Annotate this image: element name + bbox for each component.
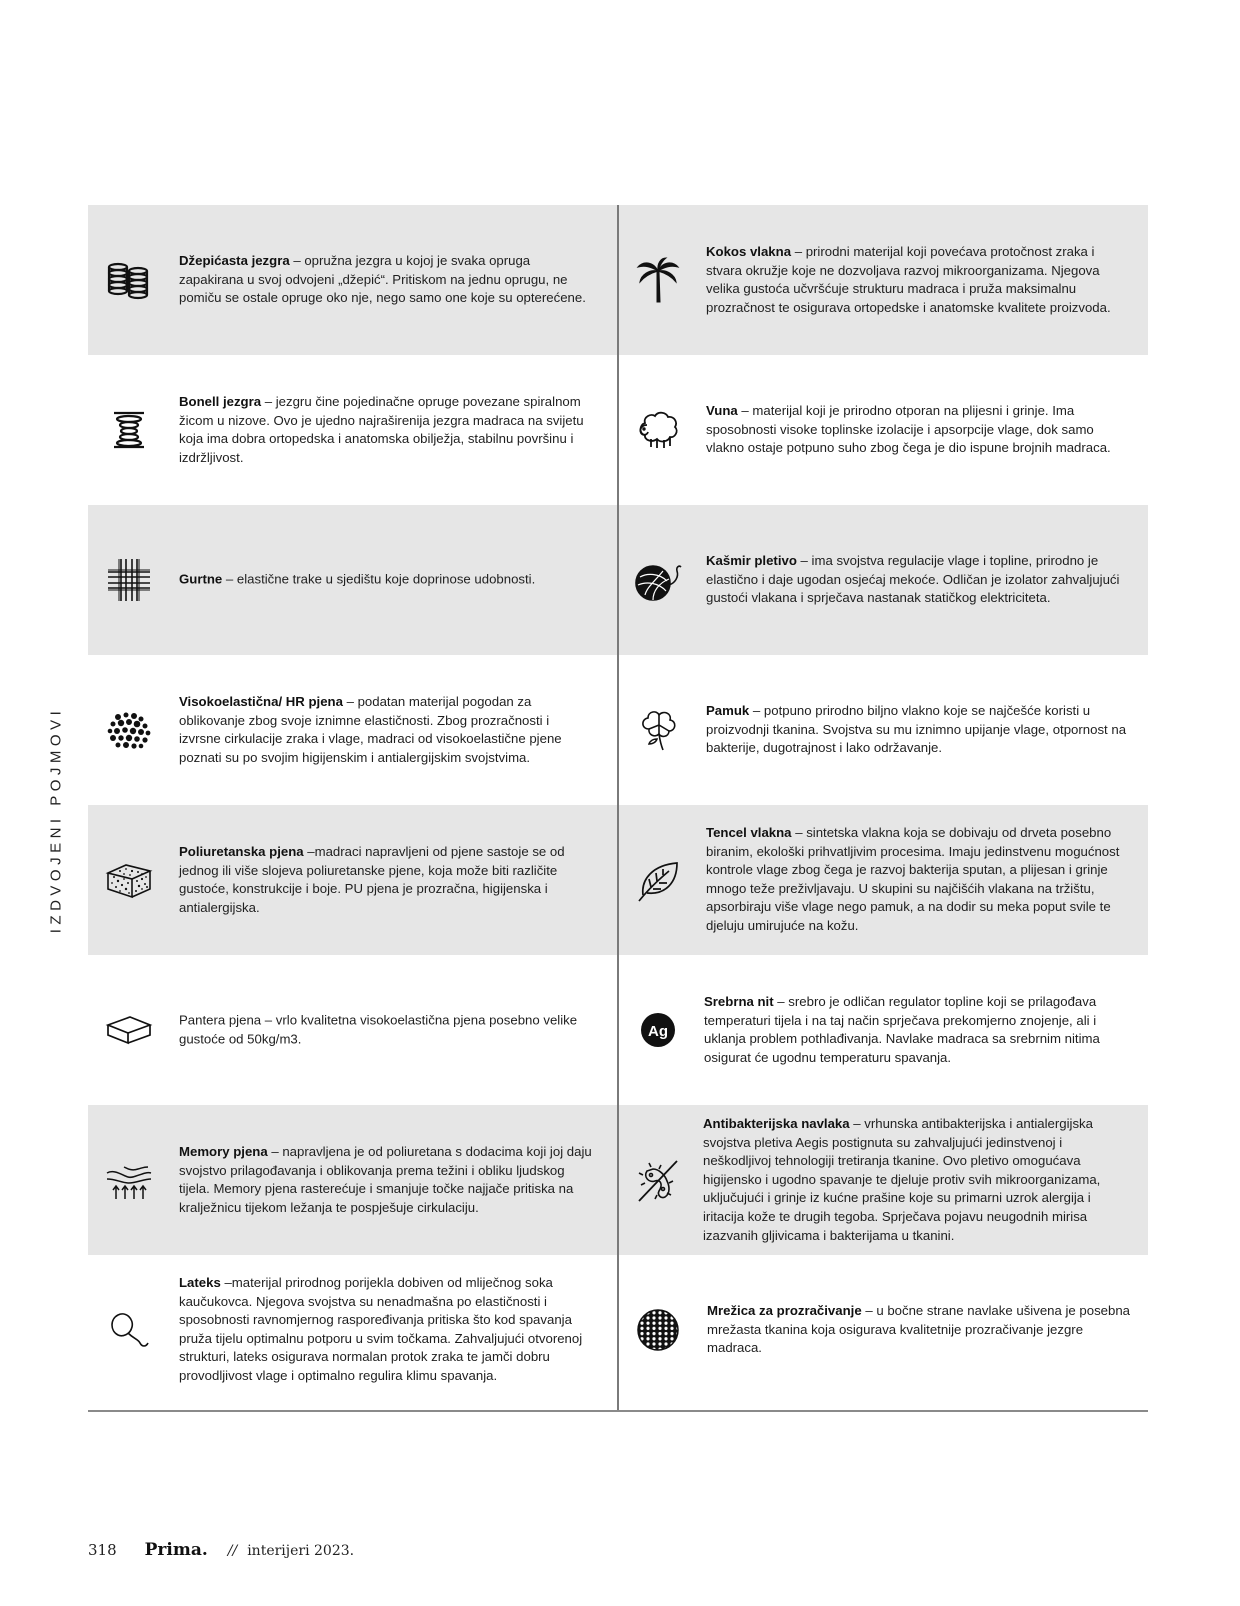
edition-label: interijeri 2023.	[247, 1543, 355, 1559]
glossary-text	[707, 1302, 1132, 1358]
glossary-text	[179, 571, 594, 590]
glossary-text	[703, 1115, 1128, 1245]
foam-block-icon	[102, 1003, 156, 1057]
glossary-text	[179, 1274, 594, 1386]
glossary-text	[179, 843, 594, 917]
yarn-ball-icon	[631, 553, 685, 607]
glossary-entry-bonell	[88, 355, 617, 505]
glossary-entry-latex	[88, 1255, 617, 1405]
glossary-description: – elastične trake u sjedištu koje doprinose udobnosti.	[222, 571, 536, 587]
leaf-icon	[631, 853, 685, 907]
silver-ag-icon	[631, 1003, 685, 1057]
glossary-text	[179, 252, 594, 308]
glossary-description: – ima svojstva regulacije vlage i topline, prirodno je elastično i daje ugodan osjećaj mekoće. Odličan je izolator zahvaljujući gustoći vlakana i sprječava nastanak statičkog elektriciteta.	[706, 553, 1120, 606]
memory-foam-icon	[102, 1153, 156, 1207]
glossary-description: – opružna jezgra u kojoj je svaka opruga zapakirana u svoj odvojeni „džepić“. Pritiskom na jednu oprugu, ne pomiču se ostale opruge oko nje, nego samo one koje su opterećene.	[179, 253, 586, 306]
glossary-term: Vuna	[706, 403, 738, 419]
glossary-term: Memory pjena	[179, 1143, 268, 1159]
glossary-description: –madraci napravljeni od pjene sastoje se od jednog ili više slojeva poliuretanske pjene, koja može biti različite gustoće, konstrukcije i boje. PU pjena je prozračna, higijenska i antialergijska.	[179, 843, 565, 915]
glossary-entry-cotton	[617, 655, 1148, 805]
glossary-text	[704, 993, 1129, 1067]
silver-ag-icon-label: Ag	[648, 1023, 668, 1040]
polyurethane-foam-icon	[102, 853, 156, 907]
palm-tree-icon	[631, 253, 685, 307]
webbing-icon	[102, 553, 156, 607]
glossary-entry-pocket-spring	[88, 205, 617, 355]
glossary-entry-antibacterial	[617, 1105, 1148, 1255]
mesh-ball-icon	[631, 1303, 685, 1357]
glossary-term: Antibakterijska navlaka	[703, 1115, 850, 1131]
glossary-term: Bonell jezgra	[179, 393, 262, 409]
glossary-text	[706, 243, 1131, 317]
pocket-spring-icon	[102, 253, 156, 307]
glossary-text	[179, 1011, 594, 1048]
bottom-rule	[88, 1410, 1148, 1412]
glossary-entry-silver-thread	[617, 955, 1148, 1105]
page-footer	[88, 1540, 354, 1564]
latex-drop-icon	[102, 1303, 156, 1357]
glossary-term: Lateks	[179, 1275, 221, 1291]
cotton-flower-icon	[631, 703, 685, 757]
glossary-description: – podatan materijal pogodan za oblikovanje zbog svoje iznimne elastičnosti. Zbog prozračnosti i izvrsne cirkulacije zraka i vlage, madraci od visokoelastične pjene poznati su po svojim higijenskim i antialergijskim svojstvima.	[179, 693, 562, 765]
side-section-label	[36, 690, 76, 950]
glossary-text	[706, 824, 1131, 936]
bonell-spring-icon	[102, 403, 156, 457]
glossary-term: Kašmir pletivo	[706, 553, 797, 569]
glossary-entry-webbing	[88, 505, 617, 655]
glossary-entry-ventilation-mesh	[617, 1255, 1148, 1405]
glossary-description: Pantera pjena – vrlo kvalitetna visokoelastična pjena posebno velike gustoće od 50kg/m3.	[179, 1012, 578, 1046]
antibacterial-icon	[631, 1153, 685, 1207]
glossary-description: – jezgru čine pojedinačne opruge povezane spiralnom žicom u nizove. Ovo je ujedno najraširenija jezgra madraca na svijetu koja ima dobra ortopedska i anatomska obilježja, stabilnu površinu i izdržljivost.	[179, 393, 584, 465]
glossary-description: – sintetska vlakna koja se dobivaju od drveta posebno biranim, ekološki prihvatljivim procesima. Imaju jedinstvenu mogućnost kontrole vlage zbog čega je razvoj bakterija sputan, a plijesan i grinje mnogo teže preživljavaju. U skupini su najčišćih vlakana na tržištu, apsorbiraju više vlage nego pamuk, a na dodir su meka poput svile te djeluju umirujuće na kožu.	[706, 825, 1120, 934]
glossary-term: Gurtne	[179, 571, 223, 587]
glossary-description: – materijal koji je prirodno otporan na plijesni i grinje. Ima sposobnosti visoke toplinske izolacije i apsorpcije vlage, dok samo vlakno ostaje potpuno suho zbog čega je dio ispune brojnih madraca.	[706, 403, 1111, 456]
glossary-text	[706, 402, 1131, 458]
glossary-term: Poliuretanska pjena	[179, 843, 304, 859]
glossary-entry-tencel	[617, 805, 1148, 955]
glossary-description: – napravljena je od poliuretana s dodacima koji joj daju svojstvo prilagođavanja i oblikovanja prema težini i obliku ljudskog tijela. Memory pjena rasterećuje i smanjuje točke najjače pritiska na kralježnicu tijekom ležanja te pospješuje cirkulaciju.	[179, 1143, 592, 1215]
glossary-entry-pantera-foam	[88, 955, 617, 1105]
glossary-term: Mrežica za prozračivanje	[707, 1303, 862, 1319]
glossary-description: –materijal prirodnog porijekla dobiven od mliječnog soka kaučukovca. Njegova svojstva su nenadmašna po elastičnosti i sposobnosti ravnomjernog raspoređivanja pritiska što kod spavanja pruža tijelu optimalnu potporu u svim točkama. Zahvaljujući otvorenoj strukturi, lateks osigurava normalan protok zraka te jamči dobru provodljivost vlage i optimalno regulira klimu spavanja.	[179, 1275, 583, 1384]
glossary-description: – prirodni materijal koji povećava protočnost zraka i stvara okružje koje ne dozvoljava razvoj mikroorganizama. Njegova velika gustoća učvršćuje strukturu madraca i pruža maksimalnu prozračnost te osigurava ortopedske i anatomske kvalitete proizvoda.	[706, 243, 1111, 315]
glossary-term: Visokoelastična/ HR pjena	[179, 693, 343, 709]
column-divider	[617, 205, 619, 1410]
glossary-entry-polyurethane	[88, 805, 617, 955]
glossary-entry-coconut-fibre	[617, 205, 1148, 355]
glossary-text	[179, 393, 594, 467]
footer-separator: //	[227, 1543, 238, 1559]
glossary-entry-wool	[617, 355, 1148, 505]
hr-foam-icon	[102, 703, 156, 757]
glossary-term: Srebrna nit	[704, 993, 774, 1009]
glossary-term: Kokos vlakna	[706, 243, 792, 259]
page-number: 318	[88, 1541, 117, 1559]
glossary-term: Pamuk	[706, 703, 750, 719]
glossary-entry-cashmere	[617, 505, 1148, 655]
glossary-description: – vrhunska antibakterijska i antialergijska svojstva pletiva Aegis postignuta su zahvaljujući jedinstvenoj i neškodljivoj tehnologiji tretiranja tkanine. Ovo pletivo omogućava higijensko i ugodno spavanje te djeluje protiv svih mikroorganizama, uključujući i grinje iz kućne prašine koje su primarni uzrok alergija i iritacija kože te drugih tegoba. Sprječava pojavu neugodnih mirisa izazvanih gljivicama i bakterijama u tkanini.	[703, 1115, 1101, 1243]
glossary-description: – u bočne strane navlake ušivena je posebna mrežasta tkanina koja osigurava kvalitetnije prozračivanje jezgre madraca.	[707, 1303, 1131, 1356]
glossary-term: Tencel vlakna	[706, 825, 792, 841]
glossary-term: Džepićasta jezgra	[179, 253, 290, 269]
brand-logo: Prima.	[144, 1540, 208, 1560]
glossary-description: – potpuno prirodno biljno vlakno koje se najčešće koristi u proizvodnji tkanina. Svojstva su mu iznimno upijanje vlage, otpornost na bakterije, dugotrajnost i lako održavanje.	[706, 703, 1127, 756]
glossary-entry-memory-foam	[88, 1105, 617, 1255]
glossary-description: – srebro je odličan regulator topline koji se prilagođava temperaturi tijela i na taj način sprječava prekomjerno znojenje, ali i uklanja problem pothlađivanja. Navlake madraca sa srebrnim nitima osigurat će ugodnu temperaturu spavanja.	[704, 993, 1100, 1065]
glossary-text	[179, 693, 594, 767]
glossary-text	[706, 552, 1131, 608]
sheep-icon	[631, 403, 685, 457]
glossary-text	[706, 702, 1131, 758]
side-section-label-text: IZDVOJENI POJMOVI	[47, 706, 65, 934]
glossary-text	[179, 1143, 594, 1217]
glossary-entry-hr-foam	[88, 655, 617, 805]
